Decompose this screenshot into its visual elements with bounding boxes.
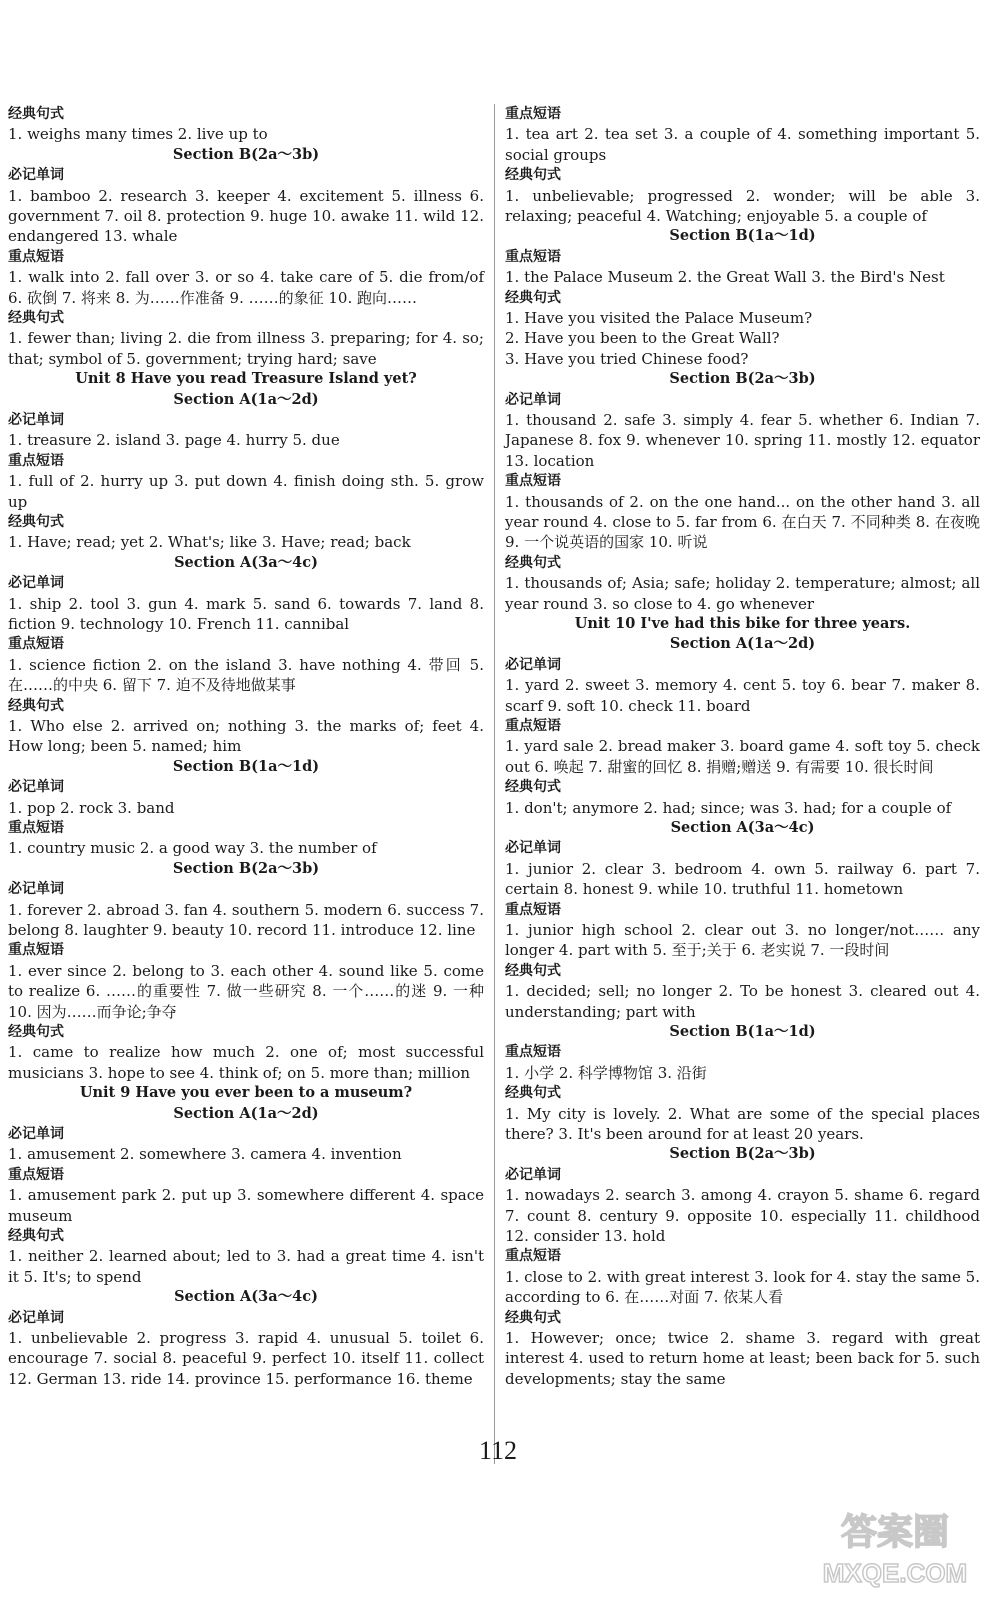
answer-text: 1. unbelievable; progressed 2. wonder; will be able 3. relaxing; peaceful 4. Watching; enjoyable 5. a couple of (505, 186, 980, 225)
section-heading: 经典句式 (8, 310, 64, 326)
column-divider (494, 104, 495, 1464)
section-title: Section A(3a～4c) (174, 553, 318, 571)
answer-text: 1. unbelievable 2. progress 3. rapid 4. unusual 5. toilet 6. encourage 7. social 8. peaceful 9. perfect 10. itself 11. collect 12. German 13. ride 14. province 15. performance 16. theme (8, 1328, 484, 1388)
answer-text: 1. neither 2. learned about; led to 3. had a great time 4. isn't it 5. It's; to spend (8, 1247, 484, 1286)
section-heading: 经典句式 (8, 1227, 64, 1244)
section-heading: 经典句式 (505, 779, 561, 796)
right-column (505, 104, 980, 1389)
answer-text: 1. decided; sell; no longer 2. To be honest 3. cleared out 4. understanding; part with (505, 982, 980, 1021)
section-title: Section A(3a～4c) (670, 819, 815, 836)
section-heading: 经典句式 (8, 106, 64, 122)
section-heading: 重点短语 (8, 452, 64, 469)
section-heading: 必记单词 (8, 575, 64, 592)
section-title: Section A(1a～2d) (173, 1104, 319, 1122)
answer-text: 1. amusement 2. somewhere 3. camera 4. invention (8, 1145, 402, 1164)
section-heading: 经典句式 (505, 289, 561, 306)
section-title: Section B(2a～3b) (669, 370, 816, 388)
answer-text: 1. thousand 2. safe 3. simply 4. fear 5. whether 6. Indian 7. Japanese 8. fox 9. whenever 10. spring 11. mostly 12. equator 13. location (505, 410, 980, 470)
answer-text: 1. weighs many times 2. live up to (8, 125, 268, 144)
section-heading: 重点短语 (505, 473, 561, 490)
answer-text: 1. junior high school 2. clear out 3. no longer/not…… any longer 4. part with 5. 至于;关于 6. 老实说 7. 一段时间 (505, 920, 980, 960)
section-heading: 重点短语 (8, 248, 64, 265)
answer-text: 1. forever 2. abroad 3. fan 4. southern 5. modern 6. success 7. belong 8. laughter 9. beauty 10. record 11. introduce 12. line (8, 900, 484, 939)
answer-text: 1. However; once; twice 2. shame 3. regard with great interest 4. used to return home at least; been back for 5. such developments; stay the same (505, 1328, 980, 1388)
section-heading: 必记单词 (505, 656, 561, 673)
section-heading: 重点短语 (505, 106, 561, 122)
section-title: Unit 9 Have you ever been to a museum? (79, 1084, 413, 1102)
answer-text: 1. Who else 2. arrived on; nothing 3. the marks of; feet 4. How long; been 5. named; him (8, 716, 484, 756)
section-heading: 重点短语 (505, 718, 561, 734)
section-heading: 重点短语 (505, 1044, 561, 1061)
section-title: Section B(1a～1d) (669, 227, 816, 245)
section-heading: 经典句式 (505, 1309, 561, 1326)
section-title: Section A(3a～4c) (174, 1288, 318, 1306)
answer-text: 1. thousands of 2. on the one hand... on the other hand 3. all year round 4. close to 5. far from 6. 在白天 7. 不同种类 8. 在夜晚 9. 一个说英语的国家 10. 听说 (505, 492, 980, 552)
section-heading: 经典句式 (8, 697, 64, 714)
left-column (8, 104, 484, 1389)
answer-text: 1. Have; read; yet 2. What's; like 3. Have; read; back (8, 533, 411, 552)
answer-text: 1. My city is lovely. 2. What are some of the special places there? 3. It's been around for at least 20 years. (505, 1104, 980, 1143)
page-number: 112 (478, 1436, 518, 1465)
answer-text: 1. pop 2. rock 3. band (8, 798, 175, 817)
answer-text: 1. came to realize how much 2. one of; most successful musicians 3. hope to see 4. think of; on 5. more than; million (8, 1043, 484, 1082)
section-heading: 必记单词 (505, 391, 561, 408)
answer-text: 1. ship 2. tool 3. gun 4. mark 5. sand 6. towards 7. land 8. fiction 9. technology 10. French 11. cannibal (8, 594, 484, 633)
answer-text: 1. Have you visited the Palace Museum? (505, 308, 813, 327)
section-heading: 必记单词 (505, 840, 561, 857)
section-heading: 经典句式 (505, 962, 561, 979)
answer-text: 1. full of 2. hurry up 3. put down 4. finish doing sth. 5. grow up (8, 472, 484, 511)
section-heading: 重点短语 (505, 1248, 561, 1265)
section-heading: 重点短语 (505, 901, 561, 918)
answer-text: 1. walk into 2. fall over 3. or so 4. take care of 5. die from/of 6. 砍倒 7. 将来 8. 为……作准备 9. ……的象征 10. 跑向…… (8, 268, 484, 307)
section-heading: 必记单词 (8, 881, 64, 898)
section-heading: 重点短语 (8, 819, 64, 836)
answer-text: 1. treasure 2. island 3. page 4. hurry 5. due (8, 431, 340, 450)
watermark-domain: MXQE.COM (822, 1558, 968, 1588)
answer-text: 1. thousands of; Asia; safe; holiday 2. temperature; almost; all year round 3. so close to 4. go whenever (505, 574, 980, 613)
section-heading: 必记单词 (8, 411, 64, 428)
answer-text: 1. tea art 2. tea set 3. a couple of 4. something important 5. social groups (505, 125, 980, 164)
section-title: Section A(1a～2d) (669, 635, 816, 653)
answer-text: 1. don't; anymore 2. had; since; was 3. had; for a couple of (505, 798, 952, 817)
section-heading: 经典句式 (505, 1085, 561, 1102)
answer-text: 1. bamboo 2. research 3. keeper 4. excitement 5. illness 6. government 7. oil 8. protection 9. huge 10. awake 11. wild 12. endangered 13. whale (8, 186, 484, 246)
section-heading: 经典句式 (8, 1023, 64, 1040)
section-heading: 经典句式 (8, 513, 64, 530)
answer-text: 1. amusement park 2. put up 3. somewhere different 4. space museum (8, 1186, 484, 1225)
section-heading: 重点短语 (8, 1166, 64, 1183)
answer-text: 1. science fiction 2. on the island 3. have nothing 4. 带回 5. 在……的中央 6. 留下 7. 迫不及待地做某事 (8, 655, 484, 695)
answer-text: 1. close to 2. with great interest 3. look for 4. stay the same 5. according to 6. 在……对面 7. 依某人看 (505, 1267, 980, 1307)
answer-text: 1. nowadays 2. search 3. among 4. crayon 5. shame 6. regard 7. count 8. century 9. opposite 10. especially 11. childhood 12. consider 13. hold (505, 1186, 980, 1245)
section-title: Unit 10 I've had this bike for three years. (574, 615, 911, 633)
section-heading: 必记单词 (8, 167, 64, 184)
answer-text: 1. yard 2. sweet 3. memory 4. cent 5. toy 6. bear 7. maker 8. scarf 9. soft 10. check 11. board (505, 676, 980, 715)
section-heading: 重点短语 (8, 942, 64, 959)
section-heading: 重点短语 (505, 248, 561, 265)
answer-text: 1. the Palace Museum 2. the Great Wall 3. the Bird's Nest (505, 268, 945, 287)
answer-text: 3. Have you tried Chinese food? (505, 349, 749, 368)
answer-text: 1. fewer than; living 2. die from illness 3. preparing; for 4. so; that; symbol of 5. government; trying hard; save (8, 329, 484, 368)
section-title: Section B(2a～3b) (172, 145, 320, 163)
section-title: Section B(1a～1d) (172, 757, 320, 775)
section-heading: 经典句式 (505, 554, 561, 571)
section-heading: 必记单词 (8, 1125, 64, 1142)
section-title: Section B(2a～3b) (172, 859, 320, 877)
section-title: Section A(1a～2d) (173, 390, 319, 408)
answer-text: 1. yard sale 2. bread maker 3. board game 4. soft toy 5. check out 6. 唤起 7. 甜蜜的回忆 8. 捐赠;赠送 9. 有需要 10. 很长时间 (505, 737, 980, 776)
section-title: Unit 8 Have you read Treasure Island yet? (75, 370, 417, 388)
watermark-logo (810, 1502, 980, 1592)
answer-text: 2. Have you been to the Great Wall? (505, 329, 780, 348)
answer-text: 1. 小学 2. 科学博物馆 3. 沿街 (505, 1063, 707, 1082)
section-title: Section B(2a～3b) (669, 1145, 816, 1163)
answer-text: 1. junior 2. clear 3. bedroom 4. own 5. railway 6. part 7. certain 8. honest 9. while 10. truthful 11. hometown (505, 859, 980, 899)
section-heading: 必记单词 (505, 1166, 561, 1183)
section-heading: 重点短语 (8, 636, 64, 653)
answer-text: 1. ever since 2. belong to 3. each other 4. sound like 5. come to realize 6. ……的重要性 7. 做一些研究 8. 一个……的迷 9. 一种 10. 因为……而争论;争夺 (8, 961, 484, 1021)
watermark-title: 答案圈 (840, 1511, 950, 1553)
answer-text: 1. country music 2. a good way 3. the number of (8, 839, 377, 858)
section-heading: 必记单词 (8, 779, 64, 796)
section-heading: 经典句式 (505, 167, 561, 184)
section-title: Section B(1a～1d) (669, 1023, 816, 1040)
section-heading: 必记单词 (8, 1309, 64, 1326)
